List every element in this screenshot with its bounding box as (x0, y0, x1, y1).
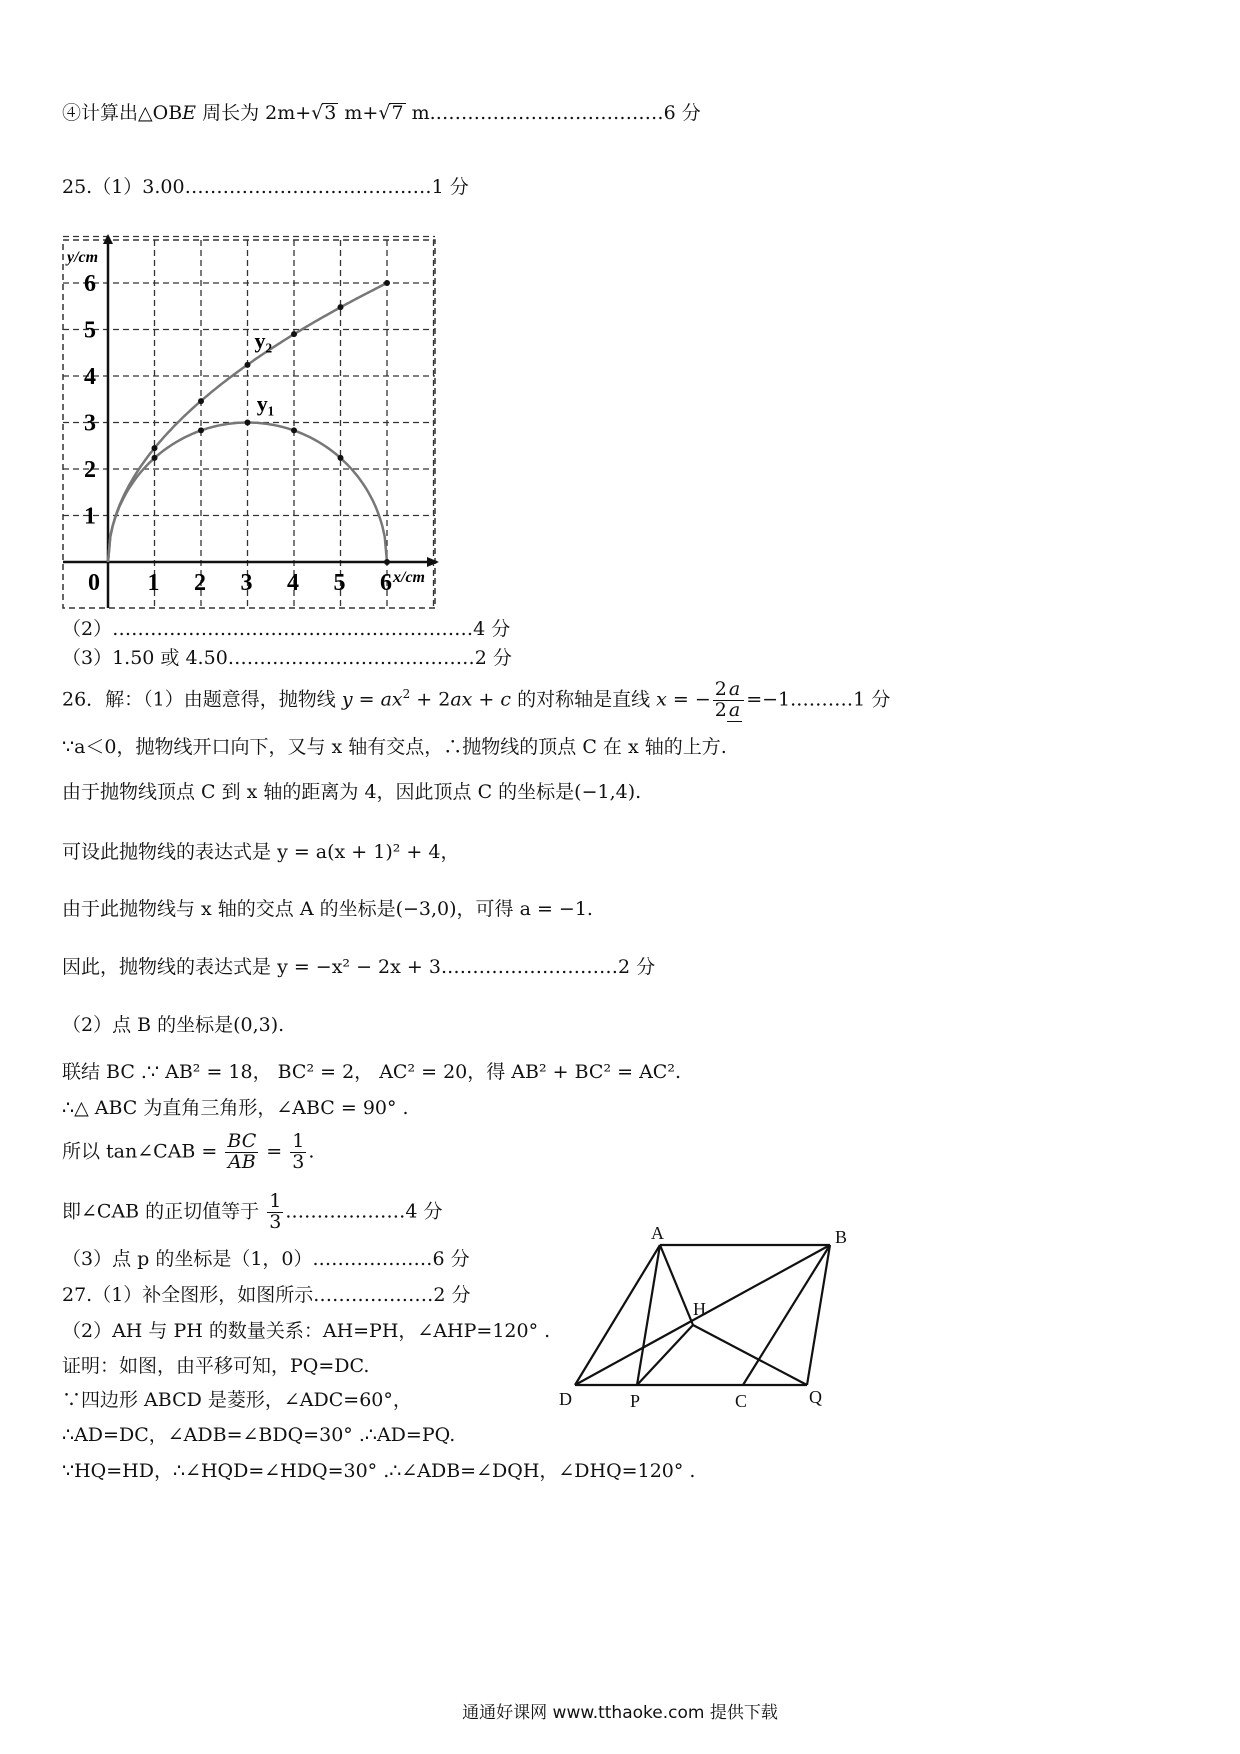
y-tick-label: 5 (84, 317, 96, 344)
x-tick-label: 5 (333, 570, 346, 596)
line-q26-6: 因此，抛物线的表达式是 y = −x² − 2x + 3.………………………2 分 (62, 956, 656, 978)
line-q27-4: ∵四边形 ABCD 是菱形，∠ADC=60°， (62, 1389, 412, 1411)
label-q: Q (809, 1387, 822, 1407)
point-y1 (198, 427, 204, 433)
x-axis-label: x/cm (393, 569, 425, 586)
x-tick-label: 4 (287, 570, 299, 596)
y-tick-label: 1 (84, 503, 96, 530)
line-q24-4: ④计算出△OBE 周长为 2m+√3 m+√7 m.………………………………6 分 (62, 102, 701, 124)
point-y1 (245, 420, 251, 426)
line-q27-3: 证明：如图，由平移可知，PQ=DC. (62, 1355, 370, 1377)
label-d: D (559, 1389, 572, 1409)
line-q26-1: 26．解：（1）由题意得，抛物线 $y = ax^2 + 2ax + c$ 的对称轴是直线 x = − $\frac{2 a}{2 a}$ =−1.………1 分 (62, 678, 891, 721)
y-axis-label: y/cm (67, 249, 99, 266)
page-footer: 通通好课网 www.tthaoke.com 提供下载 (462, 1703, 778, 1723)
x-tick-label: 0 (88, 570, 100, 596)
series-label-y1: y₁ (256, 390, 275, 416)
line-q26-9: ∴△ ABC 为直角三角形，∠ABC = 90° . (62, 1097, 409, 1119)
line-q26-8: 联结 BC .∵ AB² = 18， BC² = 2， AC² = 20，得 AB² + BC² = AC². (62, 1061, 681, 1083)
line-q27-6: ∵HQ=HD，∴∠HQD=∠HDQ=30° .∴∠ADB=∠DQH，∠DHQ=120° . (62, 1460, 696, 1482)
label-b: B (835, 1227, 848, 1247)
x-tick-label: 1 (147, 570, 160, 596)
line-q27-5: ∴AD=DC，∠ADB=∠BDQ=30° .∴AD=PQ. (62, 1424, 456, 1446)
point-y1 (152, 455, 158, 461)
line-q26-7: （2）点 B 的坐标是(0,3). (62, 1014, 285, 1036)
point-y1 (338, 455, 344, 461)
point-y2 (291, 331, 297, 337)
y-tick-label: 3 (84, 410, 96, 437)
point-y1 (384, 559, 390, 565)
line-q25-1: 25.（1）3.00…………………………………1 分 (62, 176, 469, 198)
x-tick-label: 2 (194, 570, 206, 596)
line-q26-11: 即∠CAB 的正切值等于 $\frac{1}{3}$ .………………4 分 (62, 1190, 443, 1233)
line-q26-4: 可设此抛物线的表达式是 y = a(x + 1)² + 4， (62, 841, 460, 863)
point-y2 (245, 362, 251, 368)
line-q26-2: ∵a＜0，抛物线开口向下，又与 x 轴有交点，∴抛物线的顶点 C 在 x 轴的上方. (62, 736, 727, 758)
line-q25-2: （2）…………………………………………………4 分 (62, 618, 511, 640)
y-tick-label: 4 (84, 364, 96, 390)
point-y1 (291, 427, 297, 433)
y-tick-label: 2 (84, 457, 96, 483)
y-tick-label: 6 (84, 271, 96, 297)
series-label-y2: y₂ (254, 328, 273, 354)
y-arrow (103, 234, 113, 244)
point-y2 (152, 445, 158, 451)
x-tick-label: 6 (380, 570, 392, 596)
line-q25-3: （3）1.50 或 4.50…………………………………2 分 (62, 647, 512, 669)
line-q27-1: 27.（1）补全图形，如图所示.………………2 分 (62, 1284, 471, 1306)
graph-y1-y2 (55, 232, 445, 617)
x-tick-label: 3 (240, 570, 253, 596)
point-y2 (198, 398, 204, 404)
label-p: P (630, 1391, 641, 1411)
label-h: H (693, 1299, 706, 1319)
point-y2 (384, 280, 390, 286)
label-c: C (735, 1391, 748, 1411)
line-q27-2: （2）AH 与 PH 的数量关系：AH=PH，∠AHP=120° . (62, 1320, 551, 1342)
line-q26-3: 由于抛物线顶点 C 到 x 轴的距离为 4，因此顶点 C 的坐标是(−1,4). (62, 781, 642, 803)
line-q26-10: 所以 tan∠CAB = $\frac{BC}{AB}$ = $\frac{1}{3}$ . (62, 1130, 315, 1173)
point-y2 (338, 304, 344, 310)
rhombus-figure (555, 1225, 875, 1425)
label-a: A (651, 1225, 664, 1243)
line-q26-12: （3）点 p 的坐标是（1，0）.………………6 分 (62, 1248, 470, 1270)
line-q26-5: 由于此抛物线与 x 轴的交点 A 的坐标是(−3,0)，可得 a = −1. (62, 898, 593, 920)
